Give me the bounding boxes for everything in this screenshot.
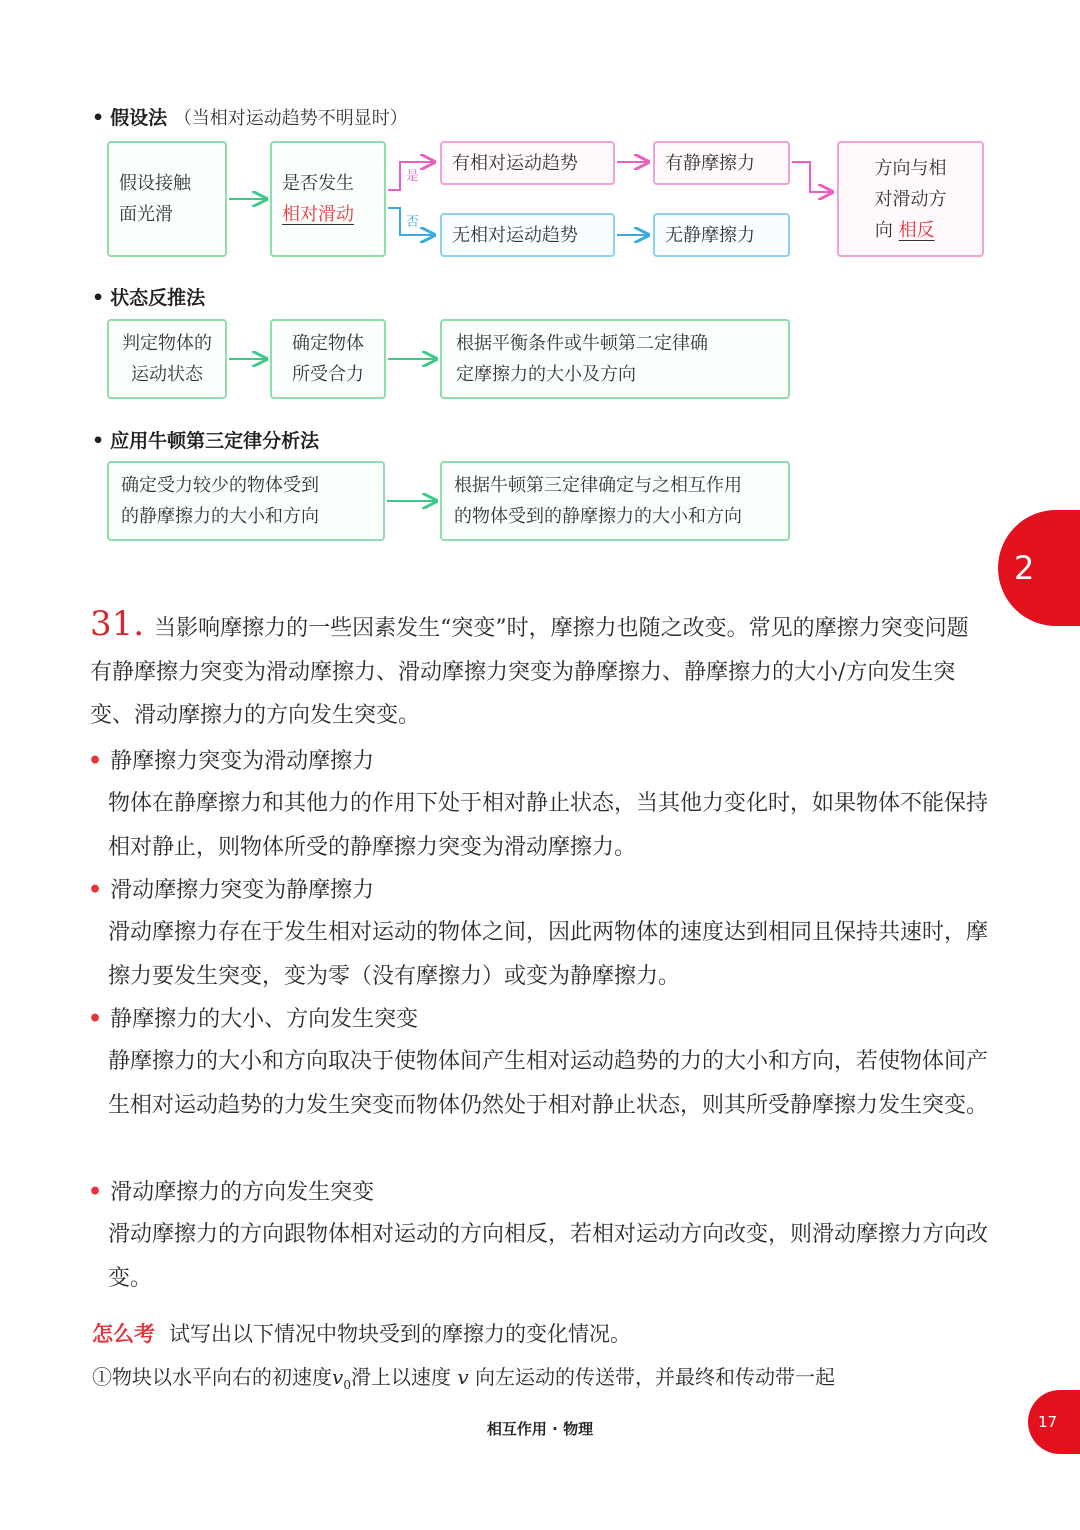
flow-box-no-static-friction: 无静摩擦力: [653, 213, 790, 257]
flow-box-fewer-forces-object: 确定受力较少的物体受到 的静摩擦力的大小和方向: [107, 461, 385, 541]
point-title-1: • 静摩擦力突变为滑动摩擦力: [88, 748, 375, 774]
flow-box-interacting-object: 根据牛顿第三定律确定与之相互作用 的物体受到的静摩擦力的大小和方向: [440, 461, 790, 541]
item-number: 31.: [90, 604, 145, 644]
flow-box-has-static-friction: 有静摩擦力: [653, 141, 790, 185]
heading-newton-third-law-method: • 应用牛顿第三定律分析法: [92, 430, 320, 452]
page-footer: 相互作用 · 物理: [486, 1420, 594, 1438]
arrow-yes-branch: [388, 162, 434, 190]
point-body-1: 物体在静摩擦力和其他力的作用下处于相对静止状态，当其他力变化时，如果物体不能保持相对静止，则物体所受的静摩擦力突变为滑动摩擦力。: [108, 791, 989, 860]
item-31-intro: 31. 当影响摩擦力的一些因素发生“突变”时，摩擦力也随之改变。常见的摩擦力突变问题有静摩擦力突变为滑动摩擦力、滑动摩擦力突变为静摩擦力、静摩擦力的大小/方向发生突变、滑动摩擦力的方向发生突变。: [90, 604, 969, 728]
flow-box-equilibrium-newton2: 根据平衡条件或牛顿第二定律确 定摩擦力的大小及方向: [440, 319, 790, 399]
flow-box-direction-opposite: 方向与相 对滑动方 向 相反: [837, 141, 984, 257]
point-body-4: 滑动摩擦力的方向跟物体相对运动的方向相反，若相对运动方向改变，则滑动摩擦力方向改变。: [108, 1222, 989, 1291]
heading-assumption-method: • 假设法 （当相对运动趋势不明显时）: [92, 107, 408, 129]
ask-line: 怎么考 试写出以下情况中物块受到的摩擦力的变化情况。: [92, 1322, 631, 1346]
arrow-static-to-direction: [792, 162, 832, 192]
chapter-tab: 2: [998, 510, 1080, 626]
flow-box-motion-state: 判定物体的 运动状态: [107, 319, 227, 399]
point-title-3: • 静摩擦力的大小、方向发生突变: [88, 1006, 419, 1032]
flow-box-no-trend: 无相对运动趋势: [440, 213, 615, 257]
ask-label: 怎么考: [92, 1322, 155, 1346]
arrow-no-branch: [388, 208, 434, 235]
case-1-line: ①物块以水平向右的初速度$v_0$滑上以速度 v 向左运动的传送带，并最终和传动带一起: [92, 1365, 835, 1392]
point-title-4: • 滑动摩擦力的方向发生突变: [88, 1179, 375, 1205]
point-body-2: 滑动摩擦力存在于发生相对运动的物体之间，因此两物体的速度达到相同且保持共速时，摩擦力要发生突变，变为零（没有摩擦力）或变为静摩擦力。: [108, 920, 989, 989]
heading-note: （当相对运动趋势不明显时）: [173, 108, 408, 129]
yes-label: 是: [406, 169, 420, 184]
heading-state-inference-method: • 状态反推法: [92, 287, 206, 309]
point-title-2: • 滑动摩擦力突变为静摩擦力: [88, 877, 375, 903]
flowchart-arrows: [0, 0, 1080, 600]
flow-box-net-force: 确定物体 所受合力: [270, 319, 386, 399]
page-number-tab: 17: [1028, 1390, 1080, 1454]
flow-box-relative-slide-question: 是否发生 相对滑动: [270, 141, 386, 257]
flow-box-has-trend: 有相对运动趋势: [440, 141, 615, 185]
flow-box-assume-smooth: 假设接触 面光滑: [107, 141, 227, 257]
no-label: 否: [406, 215, 420, 230]
point-body-3: 静摩擦力的大小和方向取决于使物体间产生相对运动趋势的力的大小和方向，若使物体间产生相对运动趋势的力发生突变而物体仍然处于相对静止状态，则其所受静摩擦力发生突变。: [108, 1049, 989, 1118]
